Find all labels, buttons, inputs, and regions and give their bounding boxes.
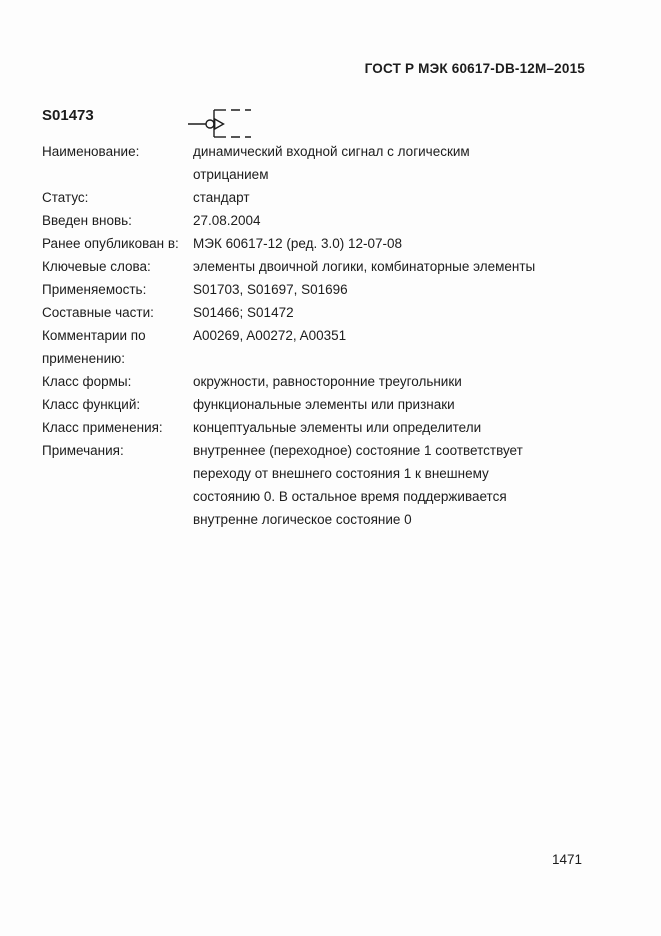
field-value-line: концептуальные элементы или определители xyxy=(193,420,482,435)
field-row-notes xyxy=(42,439,602,531)
page-number: 1471 xyxy=(551,852,582,867)
field-value-line: переходу от внешнего состояния 1 к внешнему xyxy=(193,466,489,481)
field-value-line: S01466; S01472 xyxy=(193,305,294,320)
field-value-line: A00269, A00272, A00351 xyxy=(193,328,347,343)
field-row-status xyxy=(42,186,602,209)
dynamic-input-with-logic-negation-icon xyxy=(186,102,252,142)
field-label: Статус: xyxy=(42,190,89,205)
field-value xyxy=(193,324,602,347)
attribute-list xyxy=(42,140,602,531)
field-row-name xyxy=(42,140,602,186)
field-value xyxy=(193,370,602,393)
field-value-line: динамический входной сигнал с логическим xyxy=(193,144,470,159)
field-label: Класс формы: xyxy=(42,374,132,389)
field-value-line: 27.08.2004 xyxy=(193,213,261,228)
field-value-line: внутреннее (переходное) состояние 1 соответствует xyxy=(193,443,523,458)
field-row-components xyxy=(42,301,602,324)
field-row-application-class xyxy=(42,416,602,439)
field-label: Комментарии по применению: xyxy=(42,328,146,366)
field-row-applicability xyxy=(42,278,602,301)
field-label: Применяемость: xyxy=(42,282,147,297)
document-title: ГОСТ Р МЭК 60617-DB-12M–2015 xyxy=(364,61,585,76)
field-value xyxy=(193,140,602,186)
field-row-introduced xyxy=(42,209,602,232)
field-row-shape-class xyxy=(42,370,602,393)
field-label: Наименование: xyxy=(42,144,140,159)
field-value xyxy=(193,416,602,439)
field-row-application-comments xyxy=(42,324,602,370)
field-value-line: элементы двоичной логики, комбинаторные элементы xyxy=(193,259,536,274)
field-value xyxy=(193,301,602,324)
field-value-line: окружности, равносторонние треугольники xyxy=(193,374,462,389)
field-value-line: внутренне логическое состояние 0 xyxy=(193,512,412,527)
field-value-line: S01703, S01697, S01696 xyxy=(193,282,348,297)
field-value xyxy=(193,278,602,301)
field-value-line: МЭК 60617-12 (ред. 3.0) 12-07-08 xyxy=(193,236,403,251)
field-value xyxy=(193,209,602,232)
symbol-id-heading: S01473 xyxy=(42,107,94,124)
field-value xyxy=(193,186,602,209)
field-label: Ранее опубликован в: xyxy=(42,236,179,251)
field-value-line: отрицанием xyxy=(193,167,269,182)
field-label: Примечания: xyxy=(42,443,124,458)
symbol-drawing xyxy=(186,102,252,142)
field-label: Составные части: xyxy=(42,305,154,320)
field-value xyxy=(193,255,602,278)
field-value-line: стандарт xyxy=(193,190,250,205)
field-value-line: состоянию 0. В остальное время поддерживается xyxy=(193,489,507,504)
field-value-line: функциональные элементы или признаки xyxy=(193,397,455,412)
field-value xyxy=(193,439,602,531)
field-row-keywords xyxy=(42,255,602,278)
field-value xyxy=(193,393,602,416)
field-label: Класс функций: xyxy=(42,397,141,412)
field-label: Введен вновь: xyxy=(42,213,132,228)
field-value xyxy=(193,232,602,255)
field-row-previously-published xyxy=(42,232,602,255)
field-label: Ключевые слова: xyxy=(42,259,151,274)
field-label: Класс применения: xyxy=(42,420,163,435)
field-row-function-class xyxy=(42,393,602,416)
